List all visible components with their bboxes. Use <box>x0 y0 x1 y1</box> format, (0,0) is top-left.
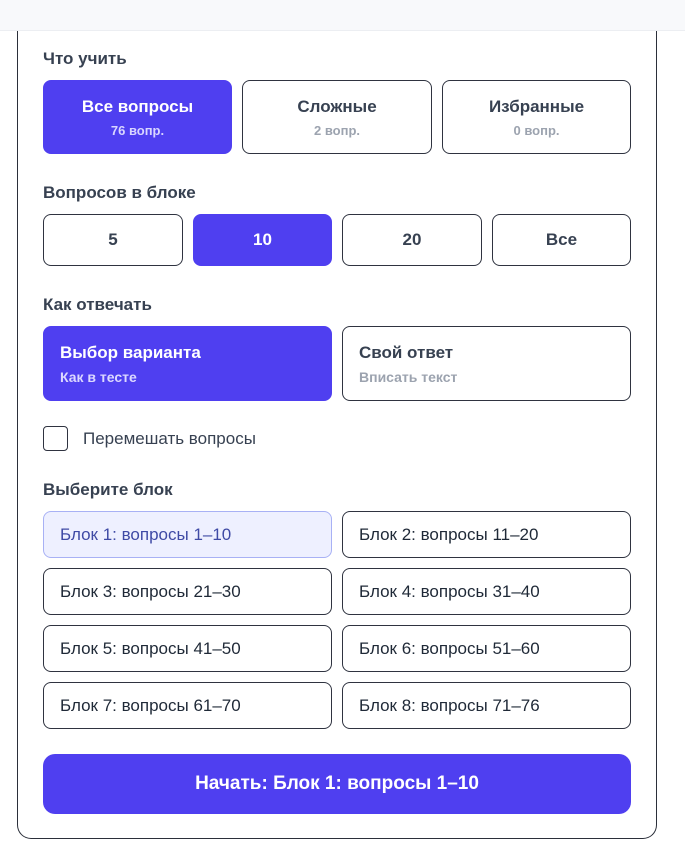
block-size-option-5[interactable]: 5 <box>43 214 183 266</box>
study-option-hard[interactable] <box>242 80 432 154</box>
study-option-favorites[interactable] <box>442 80 631 154</box>
block-item-4[interactable]: Блок 4: вопросы 31–40 <box>342 568 631 615</box>
study-option-title: Сложные <box>297 96 377 116</box>
block-item-1[interactable]: Блок 1: вопросы 1–10 <box>43 511 332 558</box>
blocks-label: Выберите блок <box>43 480 173 499</box>
block-size-option-10[interactable]: 10 <box>193 214 332 266</box>
block-size-option-all[interactable]: Все <box>492 214 631 266</box>
shuffle-checkbox[interactable] <box>43 426 68 451</box>
start-button[interactable]: Начать: Блок 1: вопросы 1–10 <box>43 754 631 814</box>
answer-mode-label: Как отвечать <box>43 295 152 314</box>
study-option-title: Избранные <box>488 96 585 116</box>
answer-mode-title: Свой ответ <box>359 342 454 362</box>
study-option-all[interactable] <box>43 80 232 154</box>
answer-mode-hint: Как в тесте <box>60 368 137 385</box>
answer-mode-title: Выбор варианта <box>60 342 201 362</box>
block-item-5[interactable]: Блок 5: вопросы 41–50 <box>43 625 332 672</box>
study-option-count: 0 вопр. <box>513 122 560 138</box>
answer-mode-free-text[interactable] <box>342 326 631 401</box>
study-option-count: 76 вопр. <box>110 122 165 138</box>
study-option-title: Все вопросы <box>81 96 194 116</box>
study-label: Что учить <box>43 49 127 68</box>
block-item-7[interactable]: Блок 7: вопросы 61–70 <box>43 682 332 729</box>
block-size-option-20[interactable]: 20 <box>342 214 482 266</box>
shuffle-toggle[interactable] <box>43 426 256 451</box>
block-item-2[interactable]: Блок 2: вопросы 11–20 <box>342 511 631 558</box>
block-size-label: Вопросов в блоке <box>43 183 196 202</box>
answer-mode-hint: Вписать текст <box>359 368 458 385</box>
answer-mode-choice[interactable] <box>43 326 332 401</box>
shuffle-label: Перемешать вопросы <box>83 428 256 448</box>
block-item-8[interactable]: Блок 8: вопросы 71–76 <box>342 682 631 729</box>
block-item-3[interactable]: Блок 3: вопросы 21–30 <box>43 568 332 615</box>
top-strip <box>0 0 685 31</box>
block-item-6[interactable]: Блок 6: вопросы 51–60 <box>342 625 631 672</box>
study-option-count: 2 вопр. <box>313 122 360 138</box>
